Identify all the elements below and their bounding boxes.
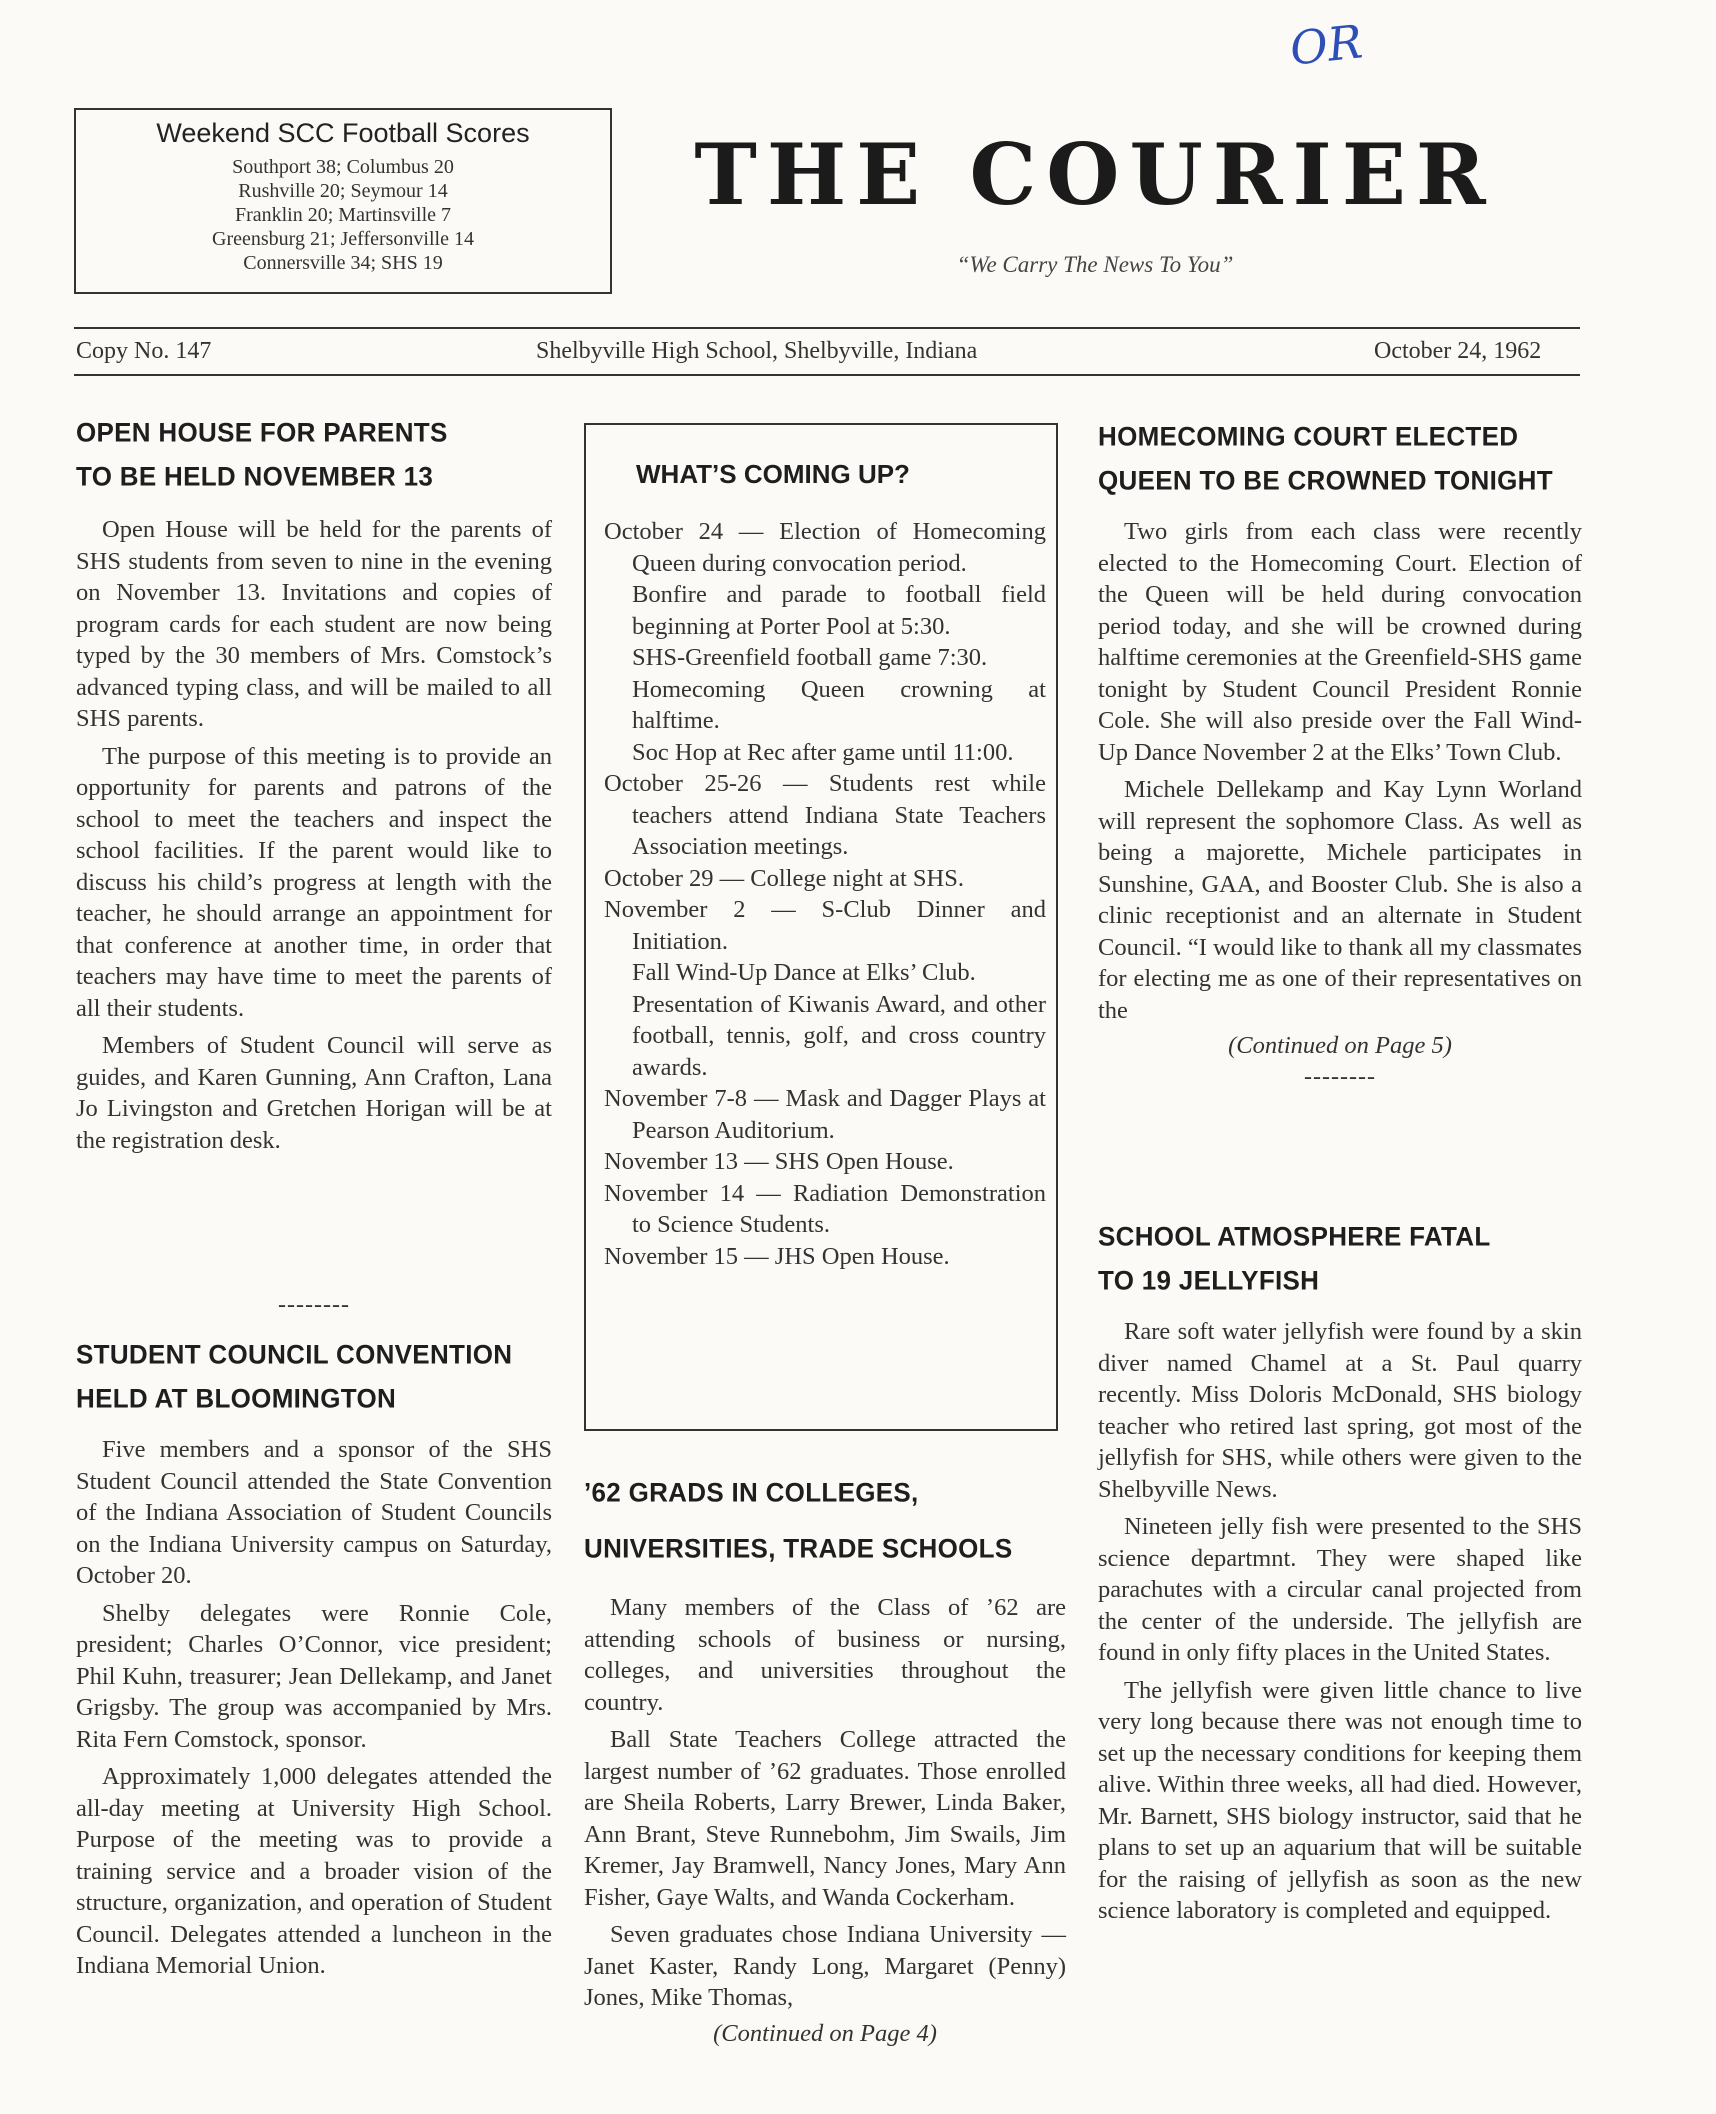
event-item: Fall Wind-Up Dance at Elks’ Club. — [632, 959, 976, 986]
article-open-house — [76, 410, 552, 1162]
masthead-title: THE COURIER — [694, 125, 1496, 224]
event-item: SHS-Greenfield football game 7:30. — [632, 644, 988, 671]
paragraph: Many members of the Class of ’62 are attending schools of business or nursing, colleges, and universities throughout the country. — [584, 1594, 1066, 1716]
event-item: October 24 — Election of Homecoming Queen during convocation period. — [604, 518, 1046, 577]
event-item: Presentation of Kiwanis Award, and other football, tennis, golf, and cross country awards. — [632, 990, 1046, 1081]
paragraph: Two girls from each class were recently elected to the Homecoming Court. Election of the Queen will be held during convocation period today, and she will be crowned during halftime ceremonies at the Greenfield-SHS game tonight by Student Council President Ronnie Cole. She will also preside over the Fall Wind-Up Dance November 2 at the Elks’ Town Club. — [1098, 518, 1582, 766]
copy-number: Copy No. 147 — [76, 338, 212, 364]
football-scores-box — [74, 108, 612, 294]
headline: QUEEN TO BE CROWNED TONIGHT — [1098, 464, 1553, 496]
score-line: Greensburg 21; Jeffersonville 14 — [212, 228, 474, 250]
headline: STUDENT COUNCIL CONVENTION — [76, 1338, 513, 1370]
paragraph: Members of Student Council will serve as guides, and Karen Gunning, Ann Crafton, Lana Jo Livingston and Gretchen Horigan will be at the registration desk. — [76, 1032, 552, 1154]
event-item: November 7-8 — Mask and Dagger Plays at Pearson Auditorium. — [604, 1085, 1046, 1144]
paragraph: Ball State Teachers College attracted the largest number of ’62 graduates. Those enrolled are Sheila Roberts, Larry Brewer, Linda Baker, Ann Brant, Steve Runnebohm, Jim Swails, Jim Kremer, Jay Bramwell, Nancy Jones, Mary Ann Fisher, Gaye Walts, and Wanda Cockerham. — [584, 1726, 1066, 1911]
continued-note: (Continued on Page 4) — [713, 2019, 937, 2047]
continued-note: (Continued on Page 5) — [1228, 1032, 1452, 1059]
bottom-rule — [74, 374, 1580, 376]
headline: SCHOOL ATMOSPHERE FATAL — [1098, 1220, 1491, 1252]
headline: HELD AT BLOOMINGTON — [76, 1382, 397, 1414]
headline: TO BE HELD NOVEMBER 13 — [76, 460, 434, 492]
events-list — [604, 516, 1046, 1272]
paragraph: Five members and a sponsor of the SHS Student Council attended the State Convention of the Indiana Association of Student Councils on the Indiana University campus on Saturday, October 20. — [76, 1436, 552, 1589]
paragraph: Open House will be held for the parents of SHS students from seven to nine in the evening on November 13. Invitations and copies of program cards for each student are now being typed by the 30 members of Mrs. Comstock’s advanced typing class, and will be mailed to all SHS parents. — [76, 516, 552, 732]
headline: UNIVERSITIES, TRADE SCHOOLS — [584, 1532, 1013, 1564]
score-line: Connersville 34; SHS 19 — [243, 252, 443, 274]
paragraph: Approximately 1,000 delegates attended the all-day meeting at University High School. Purpose of the meeting was to provide a training service and a broader vision of the structure, organization, and operation of Student Council. Delegates attended a luncheon in the Indiana Memorial Union. — [76, 1763, 552, 1979]
paragraph: Seven graduates chose Indiana University — Janet Kaster, Randy Long, Margaret (Penny) Jones, Mike Thomas, — [584, 1921, 1066, 2011]
event-item: October 29 — College night at SHS. — [604, 864, 964, 892]
article-grads — [584, 1464, 1066, 2048]
issue-date: October 24, 1962 — [1374, 338, 1542, 364]
article-jellyfish — [1098, 1214, 1582, 1933]
handwritten-annotation: OR — [1287, 14, 1365, 76]
event-item: November 13 — SHS Open House. — [604, 1148, 954, 1175]
event-item: Bonfire and parade to football field beginning at Porter Pool at 5:30. — [632, 581, 1046, 640]
top-rule — [74, 327, 1580, 329]
paragraph: The jellyfish were given little chance to live very long because there was not enough time to set up the necessary conditions for keeping them alive. Within three weeks, all had died. However, Mr. Barnett, SHS biology instructor, said that he plans to set up an aquarium that will be suitable for the raising of jellyfish as soon as the new science laboratory is completed and equipped. — [1098, 1676, 1582, 1924]
event-item: October 25-26 — Students rest while teachers attend Indiana State Teachers Association meetings. — [604, 770, 1046, 860]
section-divider: -------- — [278, 1292, 350, 1318]
event-item: November 2 — S-Club Dinner and Initiation. — [604, 896, 1046, 955]
article-homecoming — [1098, 414, 1582, 1091]
school-name: Shelbyville High School, Shelbyville, Indiana — [536, 338, 978, 364]
masthead-motto: “We Carry The News To You” — [956, 252, 1234, 277]
article-student-council — [76, 1332, 552, 1988]
scores-title: Weekend SCC Football Scores — [156, 118, 530, 148]
headline: ’62 GRADS IN COLLEGES, — [584, 1476, 919, 1508]
section-divider: -------- — [1304, 1064, 1376, 1090]
paragraph: Shelby delegates were Ronnie Cole, president; Charles O’Connor, vice president; Phil Kuhn, treasurer; Jean Dellekamp, and Janet Grigsby. The group was accompanied by Mrs. Rita Fern Comstock, sponsor. — [76, 1599, 552, 1753]
score-line: Franklin 20; Martinsville 7 — [234, 204, 452, 226]
paragraph: Nineteen jelly fish were presented to the SHS science departmnt. They were shaped like parachutes with a circular canal projected from the center of the underside. The jellyfish are found in only fifty places in the United States. — [1098, 1513, 1582, 1666]
whats-coming-up-box — [584, 423, 1058, 1431]
whats-coming-up-title: WHAT’S COMING UP? — [636, 459, 910, 489]
paragraph: Rare soft water jellyfish were found by a skin diver named Chamel at a St. Paul quarry recently. Miss Doloris McDonald, SHS biology teacher who retired last spring, got most of the jellyfish for SHS, while others were given to the Shelbyville News. — [1098, 1318, 1582, 1503]
event-item: November 15 — JHS Open House. — [604, 1242, 950, 1270]
score-line: Rushville 20; Seymour 14 — [238, 180, 448, 202]
event-item: Soc Hop at Rec after game until 11:00. — [632, 738, 1014, 766]
event-item: November 14 — Radiation Demonstration to Science Students. — [604, 1179, 1046, 1238]
event-item: Homecoming Queen crowning at halftime. — [632, 675, 1046, 734]
paragraph: Michele Dellekamp and Kay Lynn Worland will represent the sophomore Class. As well as being a majorette, Michele participates in Sunshine, GAA, and Booster Club. She is also a clinic receptionist and an alternate in Student Council. “I would like to thank all my classmates for electing me as one of their representatives on the — [1098, 776, 1582, 1024]
headline: OPEN HOUSE FOR PARENTS — [76, 416, 448, 448]
headline: TO 19 JELLYFISH — [1098, 1264, 1320, 1296]
score-line: Southport 38; Columbus 20 — [232, 156, 454, 178]
headline: HOMECOMING COURT ELECTED — [1098, 420, 1519, 452]
paragraph: The purpose of this meeting is to provide an opportunity for parents and patrons of the school to meet the teachers and inspect the school facilities. If the parent would like to discuss his child’s progress at length with the teacher, he should arrange an appointment for that conference at another time, in order that teachers may have time to meet the parents of all their students. — [76, 742, 552, 1022]
